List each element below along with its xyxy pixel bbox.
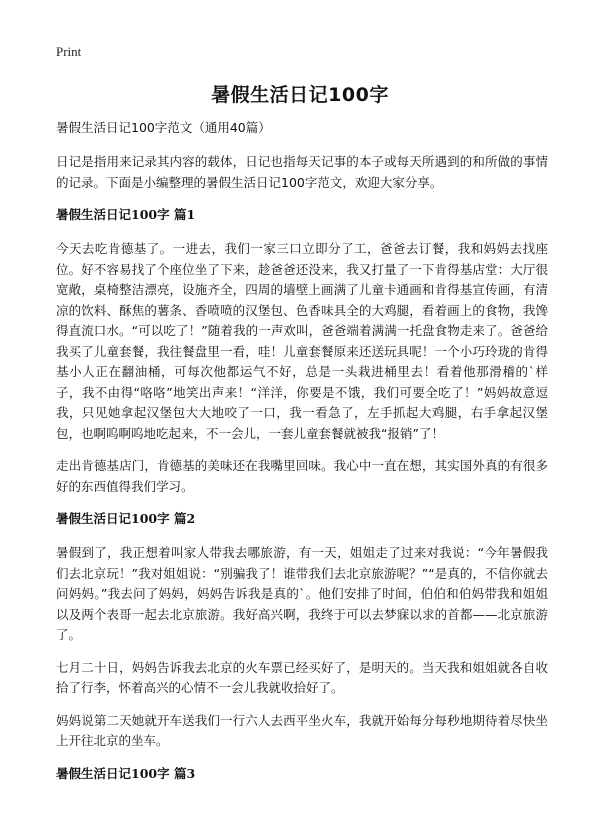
- document-subtitle: 暑假生活日记100字范文（通用40篇）: [56, 120, 271, 135]
- section-2-paragraph-2: 七月二十日，妈妈告诉我去北京的火车票已经买好了，是明天的。当天我和姐姐就各自收拾了行李，怀着高兴的心情不一会儿我就收拾好了。: [56, 659, 548, 695]
- document-body: [56, 118, 548, 798]
- section-heading-3: 暑假生活日记100字 篇3: [56, 765, 196, 781]
- section-heading-1: 暑假生活日记100字 篇1: [56, 207, 196, 222]
- section-heading-2: 暑假生活日记100字 篇2: [56, 511, 196, 526]
- print-link[interactable]: Print: [56, 44, 82, 59]
- page-title: 暑假生活日记100字: [211, 84, 389, 106]
- section-2-paragraph-1: 暑假到了，我正想着叫家人带我去哪旅游，有一天，姐姐走了过来对我说：“今年暑假我们去北京玩！”我对姐姐说：“别骗我了！谁带我们去北京旅游呢？”“是真的，不信你就去问妈妈。”我去问了妈妈，妈妈告诉我是真的`。他们安排了时间，伯伯和伯妈带我和姐姐以及两个表哥一起去北京旅游。我好高兴啊，我终于可以去梦寐以求的首都——北京旅游了。: [56, 545, 548, 642]
- section-1-paragraph-2: 走出肯德基店门，肯德基的美味还在我嘴里回味。我心中一直在想，其实国外真的有很多好的东西值得我们学习。: [56, 458, 548, 494]
- section-2-paragraph-3: 妈妈说第二天她就开车送我们一行六人去西平坐火车，我就开始每分每秒地期待着尽快坐上开往北京的坐车。: [56, 712, 548, 748]
- intro-paragraph: 日记是指用来记录其内容的载体，日记也指每天记事的本子或每天所遇到的和所做的事情的记录。下面是小编整理的暑假生活日记100字范文，欢迎大家分享。: [56, 154, 548, 190]
- section-1-paragraph-1: 今天去吃肯德基了。一进去，我们一家三口立即分了工，爸爸去订餐，我和妈妈去找座位。好不容易找了个座位坐了下来，趁爸爸还没来，我又打量了一下肯得基店堂：大厅很宽敞，桌椅整洁漂亮，设施齐全，四周的墙壁上画满了儿童卡通画和肯得基宣传画，有清凉的饮料、酥焦的薯条、香喷喷的汉堡包、色香味具全的大鸡腿，看着画上的食物，我馋得直流口水。“可以吃了！”随着我的一声欢叫，爸爸端着满满一托盘食物走来了。爸爸给我买了儿童套餐，我往餐盘里一看，哇！儿童套餐原来还送玩具呢！一个小巧玲珑的肯得基小人正在翻油桶，可每次他都运气不好，总是一头栽进桶里去！看着他那滑稽的`样子，我不由得“咯咯”地笑出声来！“洋洋，你要是不饿，我们可要全吃了！”妈妈故意逗我，只见她拿起汉堡包大大地咬了一口，我一看急了，左手抓起大鸡腿，右手拿起汉堡包，也啊呜啊呜地吃起来，不一会儿，一套儿童套餐就被我“报销”了！: [56, 241, 548, 441]
